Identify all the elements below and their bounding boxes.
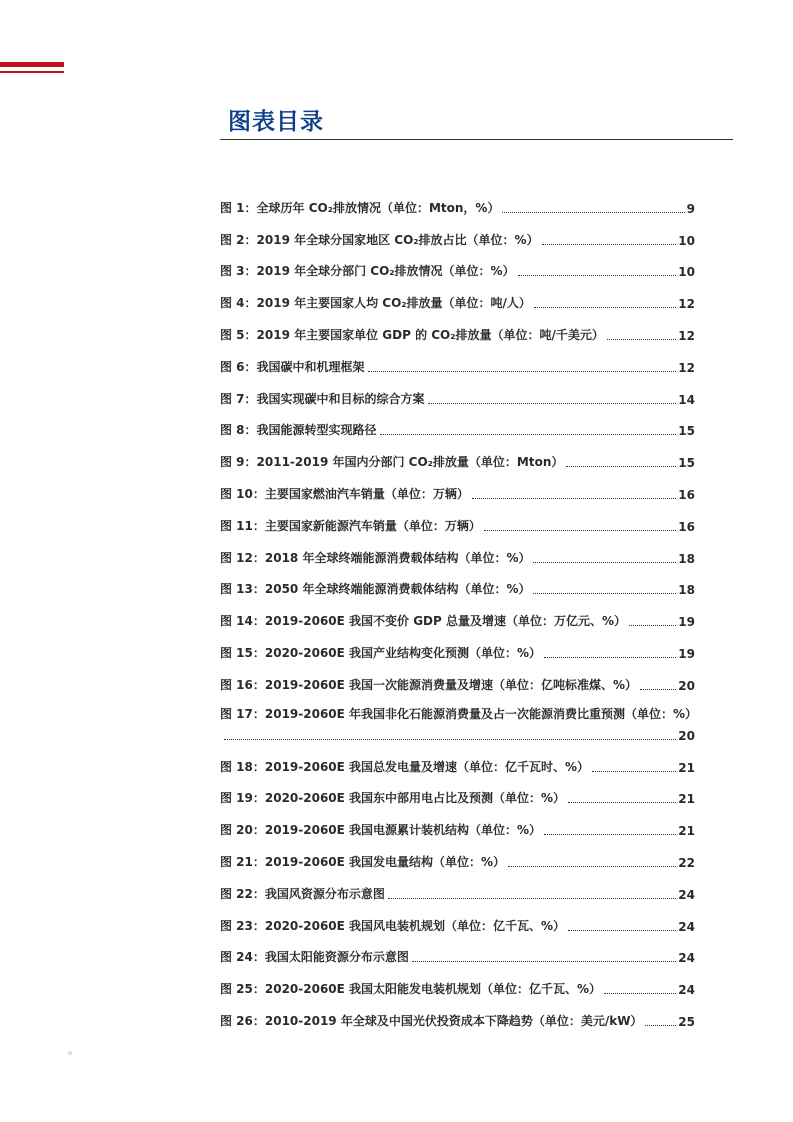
page-title: 图表目录 (228, 109, 324, 135)
dot-leader (629, 625, 676, 626)
toc-entry-label: 图 18：2019-2060E 我国总发电量及增速（单位：亿千瓦时、%） (220, 759, 590, 774)
toc-entry[interactable] (220, 629, 695, 661)
dot-leader (645, 1025, 676, 1026)
toc-entry-page: 15 (678, 424, 695, 439)
toc-entry-label: 图 20：2019-2060E 我国电源累计装机结构（单位：%） (220, 823, 542, 838)
dot-leader (368, 371, 677, 372)
toc-entry-label: 图 7：我国实现碳中和目标的综合方案 (220, 391, 425, 406)
dot-leader (380, 434, 677, 435)
dot-leader (508, 866, 676, 867)
toc-entry-page: 12 (678, 328, 695, 343)
dot-leader (428, 403, 677, 404)
toc-entry-label: 图 9：2011-2019 年国内分部门 CO₂排放量（单位：Mton） (220, 455, 564, 470)
dot-leader (518, 275, 677, 276)
toc-entry-page: 20 (678, 678, 695, 693)
toc-entry-label: 图 2：2019 年全球分国家地区 CO₂排放占比（单位：%） (220, 232, 539, 247)
toc-entry[interactable] (220, 743, 695, 775)
toc-entry[interactable] (220, 934, 695, 966)
dot-leader (388, 898, 676, 899)
toc-entry[interactable] (220, 279, 695, 311)
toc-entry[interactable] (220, 870, 695, 902)
dot-leader (592, 771, 676, 772)
dot-leader (544, 657, 676, 658)
toc-entry[interactable] (220, 184, 695, 216)
toc-entry-page: 21 (678, 792, 695, 807)
toc-entry-page: 9 (686, 201, 695, 216)
toc-entry-page: 19 (678, 615, 695, 630)
toc-entry-page: 12 (678, 360, 695, 375)
toc-entry[interactable] (220, 597, 695, 629)
dot-leader (544, 834, 676, 835)
title-divider (220, 139, 733, 140)
toc-entry[interactable] (220, 997, 695, 1029)
toc-entry-page: 25 (678, 1014, 695, 1029)
toc-entry-label: 图 10：主要国家燃油汽车销量（单位：万辆） (220, 486, 469, 501)
toc-entry-label: 图 11：主要国家新能源汽车销量（单位：万辆） (220, 518, 481, 533)
toc-entry-label: 图 8：我国能源转型实现路径 (220, 423, 377, 438)
dot-leader (502, 212, 684, 213)
toc-entry-label: 图 15：2020-2060E 我国产业结构变化预测（单位：%） (220, 645, 542, 660)
toc-entry-page: 10 (678, 233, 695, 248)
toc-entry-label: 图 14：2019-2060E 我国不变价 GDP 总量及增速（单位：万亿元、%） (220, 614, 627, 629)
toc-entry[interactable] (220, 838, 695, 870)
toc-entry-label: 图 6：我国碳中和机理框架 (220, 359, 365, 374)
toc-entry-label: 图 16：2019-2060E 我国一次能源消费量及增速（单位：亿吨标准煤、%） (220, 677, 638, 692)
toc-entry[interactable] (220, 806, 695, 838)
toc-entry-page: 16 (678, 487, 695, 502)
toc-entry-label: 图 17：2019-2060E 年我国非化石能源消费量及占一次能源消费比重预测（单位：%） (220, 706, 698, 721)
toc-entry-label: 图 12：2018 年全球终端能源消费载体结构（单位：%） (220, 550, 531, 565)
toc-entry[interactable] (220, 902, 695, 934)
toc-entry-label: 图 25：2020-2060E 我国太阳能发电装机规划（单位：亿千瓦、%） (220, 982, 602, 997)
toc-entry-label: 图 24：我国太阳能资源分布示意图 (220, 950, 409, 965)
toc-entry[interactable] (220, 965, 695, 997)
toc-entry[interactable] (220, 438, 695, 470)
toc-entry[interactable] (220, 502, 695, 534)
toc-entry-label: 图 5：2019 年主要国家单位 GDP 的 CO₂排放量（单位：吨/千美元） (220, 327, 604, 342)
toc-entry-page: 14 (678, 392, 695, 407)
dot-leader (542, 244, 677, 245)
toc-entry-label: 图 22：我国风资源分布示意图 (220, 886, 385, 901)
toc-entry-label: 图 1：全球历年 CO₂排放情况（单位：Mton，%） (220, 200, 500, 215)
toc-entry-page: 16 (678, 519, 695, 534)
toc-entry-label: 图 26：2010-2019 年全球及中国光伏投资成本下降趋势（单位：美元/kW） (220, 1013, 643, 1028)
toc-entry-page: 24 (678, 919, 695, 934)
dot-leader (533, 562, 676, 563)
toc-entry-page: 24 (678, 887, 695, 902)
toc-entry-label: 图 4：2019 年主要国家人均 CO₂排放量（单位：吨/人） (220, 296, 531, 311)
toc-entry-page: 19 (678, 646, 695, 661)
dot-leader (224, 739, 676, 740)
toc-entry[interactable] (220, 216, 695, 248)
dot-leader (534, 307, 676, 308)
header-accent-bar (0, 62, 64, 67)
toc-entry[interactable] (220, 661, 695, 693)
toc-entry[interactable] (220, 248, 695, 280)
toc-entry-page: 10 (678, 265, 695, 280)
footer-mark (68, 1051, 72, 1055)
toc-entry-page: 18 (678, 583, 695, 598)
dot-leader (607, 339, 676, 340)
toc-entry-page: 15 (678, 456, 695, 471)
dot-leader (412, 961, 676, 962)
dot-leader (604, 993, 676, 994)
toc-entry-label: 图 3：2019 年全球分部门 CO₂排放情况（单位：%） (220, 264, 515, 279)
table-of-figures (220, 184, 698, 1029)
toc-entry-page: 21 (678, 760, 695, 775)
toc-entry[interactable] (220, 534, 695, 566)
toc-entry[interactable] (220, 407, 695, 439)
header-accent-line (0, 71, 64, 73)
toc-entry-label: 图 23：2020-2060E 我国风电装机规划（单位：亿千瓦、%） (220, 918, 566, 933)
toc-entry-label: 图 21：2019-2060E 我国发电量结构（单位：%） (220, 854, 506, 869)
dot-leader (566, 466, 676, 467)
toc-entry[interactable] (220, 566, 695, 598)
toc-entry[interactable] (220, 311, 695, 343)
toc-entry-page: 12 (678, 297, 695, 312)
toc-entry[interactable] (220, 375, 695, 407)
toc-entry[interactable] (220, 693, 698, 743)
dot-leader (568, 802, 676, 803)
toc-entry[interactable] (220, 470, 695, 502)
toc-entry-page: 21 (678, 824, 695, 839)
dot-leader (533, 593, 676, 594)
toc-entry-page: 24 (678, 951, 695, 966)
toc-entry-page: 20 (678, 728, 695, 743)
toc-entry-label: 图 13：2050 年全球终端能源消费载体结构（单位：%） (220, 582, 531, 597)
dot-leader (640, 689, 676, 690)
toc-entry-label: 图 19：2020-2060E 我国东中部用电占比及预测（单位：%） (220, 791, 566, 806)
toc-entry-page: 24 (678, 983, 695, 998)
toc-entry[interactable] (220, 343, 695, 375)
toc-entry[interactable] (220, 775, 695, 807)
dot-leader (472, 498, 676, 499)
dot-leader (568, 930, 676, 931)
toc-entry-page: 18 (678, 551, 695, 566)
dot-leader (484, 530, 676, 531)
toc-entry-page: 22 (678, 855, 695, 870)
